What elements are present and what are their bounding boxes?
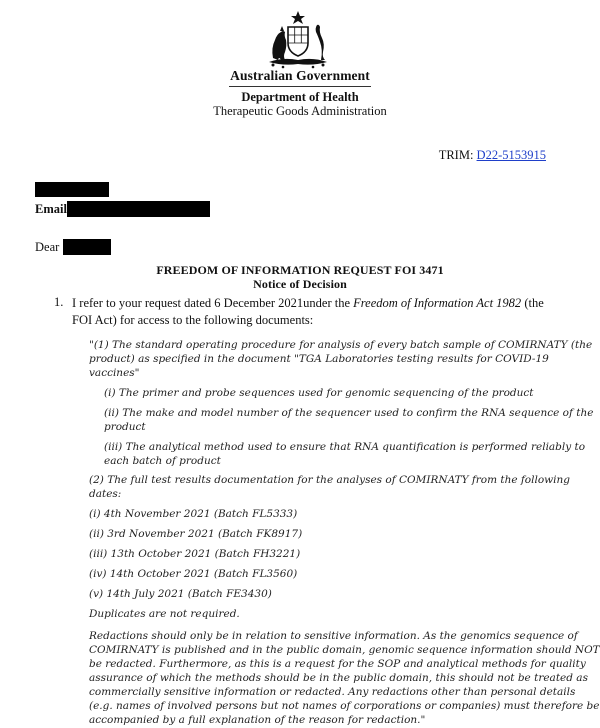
- quote-sub-ii-line2: product: [104, 421, 146, 433]
- redacted-recipient-name: [35, 182, 109, 197]
- document-title: FREEDOM OF INFORMATION REQUEST FOI 3471: [156, 263, 444, 277]
- date-item: (iii) 13th October 2021 (Batch FH3221): [89, 548, 301, 560]
- date-item: (ii) 3rd November 2021 (Batch FK8917): [89, 528, 303, 540]
- agency-name: Therapeutic Goods Administration: [213, 104, 387, 118]
- quote-sub-ii-line1: (ii) The make and model number of the sequencer used to confirm the RNA sequence of the: [104, 407, 594, 419]
- coat-of-arms-icon: [263, 10, 333, 72]
- quote-p1-line3: vaccines": [89, 367, 140, 379]
- quote-p1-line2: product) as specified in the document "TGA Laboratories testing results for COVID-19: [89, 353, 549, 365]
- intro-line-2: FOI Act) for access to the following documents:: [72, 313, 314, 327]
- trim-label: TRIM:: [438, 148, 474, 162]
- date-item: (i) 4th November 2021 (Batch FL5333): [89, 508, 298, 520]
- paragraph-number: 1.: [54, 295, 64, 309]
- email-label: Email: [35, 202, 67, 216]
- quote-sub-iii-line2: each batch of product: [104, 455, 221, 467]
- intro-text-a: I refer to your request dated 6 December 2021under the: [72, 296, 354, 310]
- intro-line-1: [72, 295, 544, 312]
- redactions-line: Redactions should only be in relation to sensitive information. As the genomics sequence of: [89, 630, 578, 642]
- trim-reference: [439, 148, 546, 163]
- government-name: Australian Government: [230, 68, 370, 83]
- date-item: (iv) 14th October 2021 (Batch FL3560): [89, 568, 298, 580]
- salutation: Dear: [35, 240, 60, 254]
- redactions-line: accompanied by a full explanation of the reason for redaction.": [89, 714, 426, 726]
- document-subtitle: Notice of Decision: [253, 277, 347, 291]
- redacted-salutation-name: [63, 239, 111, 255]
- redactions-line: commercially sensitive information or redacted. Any redactions other than personal details: [89, 686, 576, 698]
- intro-text-b: (the: [521, 296, 544, 310]
- quote-p2-line1: (2) The full test results documentation for the analyses of COMIRNATY from the following: [89, 474, 570, 486]
- date-item: (v) 14th July 2021 (Batch FE3430): [89, 588, 272, 600]
- redacted-email-address: [67, 201, 210, 217]
- trim-reference-link[interactable]: D22-5153915: [476, 148, 546, 162]
- header-divider: [229, 86, 371, 87]
- department-name: Department of Health: [241, 90, 359, 104]
- quote-sub-i: (i) The primer and probe sequences used for genomic sequencing of the product: [104, 387, 534, 399]
- redactions-line: (e.g. names of involved persons but not names of corporations or companies) must therefore be: [89, 700, 600, 712]
- quote-sub-iii-line1: (iii) The analytical method used to ensure that RNA quantification is performed reliably to: [104, 441, 586, 453]
- quote-p2-line2: dates:: [89, 488, 122, 500]
- quote-p1-line1: "(1) The standard operating procedure for analysis of every batch sample of COMIRNATY (the: [89, 339, 593, 351]
- redactions-line: be redacted. Furthermore, as this is a request for the SOP and analytical methods for quality: [89, 658, 586, 670]
- redactions-line: COMIRNATY is published and in the public domain, genomic sequence information should NOT: [89, 644, 600, 656]
- redactions-line: assurance of which the methods should be in the public domain, this should not be treated as: [89, 672, 588, 684]
- duplicates-note: Duplicates are not required.: [89, 608, 240, 620]
- act-title: Freedom of Information Act 1982: [353, 296, 522, 310]
